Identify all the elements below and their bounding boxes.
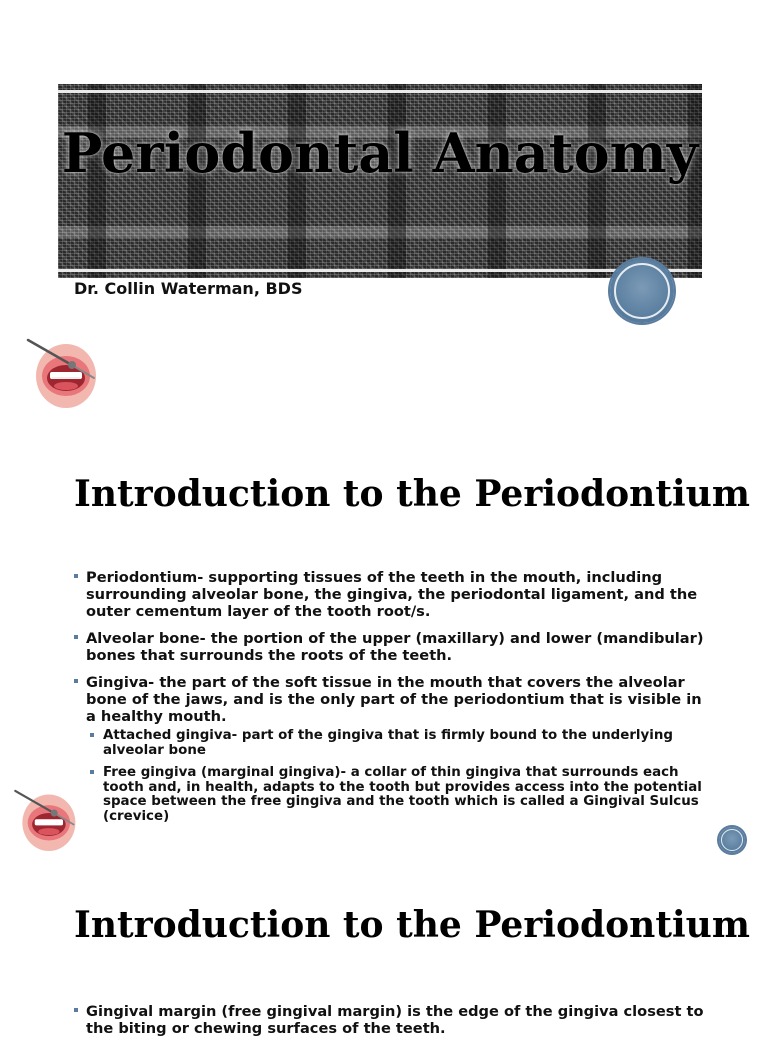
sub-bullet-text: Attached gingiva- part of the gingiva that is firmly bound to the underlying alveolar bone [103, 728, 673, 758]
bullet-text: Gingival margin (free gingival margin) is the edge of the gingiva closest to the biting or chewing surfaces of the teeth. [86, 1003, 704, 1037]
banner-stripe-top [58, 90, 702, 93]
presentation-title: Periodontal Anatomy [61, 121, 699, 185]
bullet-item [74, 1003, 714, 1037]
content-slide-2 [0, 880, 768, 1037]
sub-bullet-list [90, 729, 714, 824]
bullet-item [74, 569, 714, 620]
content-slide-1 [0, 440, 768, 880]
bullet-list [74, 1003, 714, 1047]
bullet-list [74, 569, 714, 834]
slide-heading: Introduction to the Periodontium [74, 473, 750, 515]
bullet-text: Alveolar bone- the portion of the upper (maxillary) and lower (mandibular) bones that surrounds the roots of the teeth. [86, 630, 704, 664]
sub-bullet-text: Free gingiva (marginal gingiva)- a collar of thin gingiva that surrounds each tooth and, in health, adapts to the tooth but provides access into the potential space between the free gingiva and the tooth which is called a Gingival Sulcus (crevice) [103, 765, 702, 824]
slide-heading: Introduction to the Periodontium [74, 904, 750, 946]
blue-circle-badge-icon [719, 827, 745, 853]
mouth-with-dental-mirror-icon [22, 334, 108, 414]
sub-bullet-item [90, 766, 714, 824]
bullet-item [74, 630, 714, 664]
bullet-text: Gingiva- the part of the soft tissue in the mouth that covers the alveolar bone of the jaws, and is the only part of the periodontium that is visible in a healthy mouth. [86, 674, 702, 725]
blue-circle-badge-icon [610, 259, 674, 323]
bullet-item [74, 674, 714, 824]
title-banner [58, 84, 702, 278]
title-slide [0, 0, 768, 440]
banner-stripe-bottom [58, 269, 702, 272]
author-name: Dr. Collin Waterman, BDS [74, 279, 303, 298]
sub-bullet-item [90, 729, 714, 758]
mouth-with-dental-mirror-icon [10, 784, 86, 858]
bullet-text: Periodontium- supporting tissues of the teeth in the mouth, including surrounding alveolar bone, the gingiva, the periodontal ligament, and the outer cementum layer of the tooth root/s. [86, 569, 698, 620]
